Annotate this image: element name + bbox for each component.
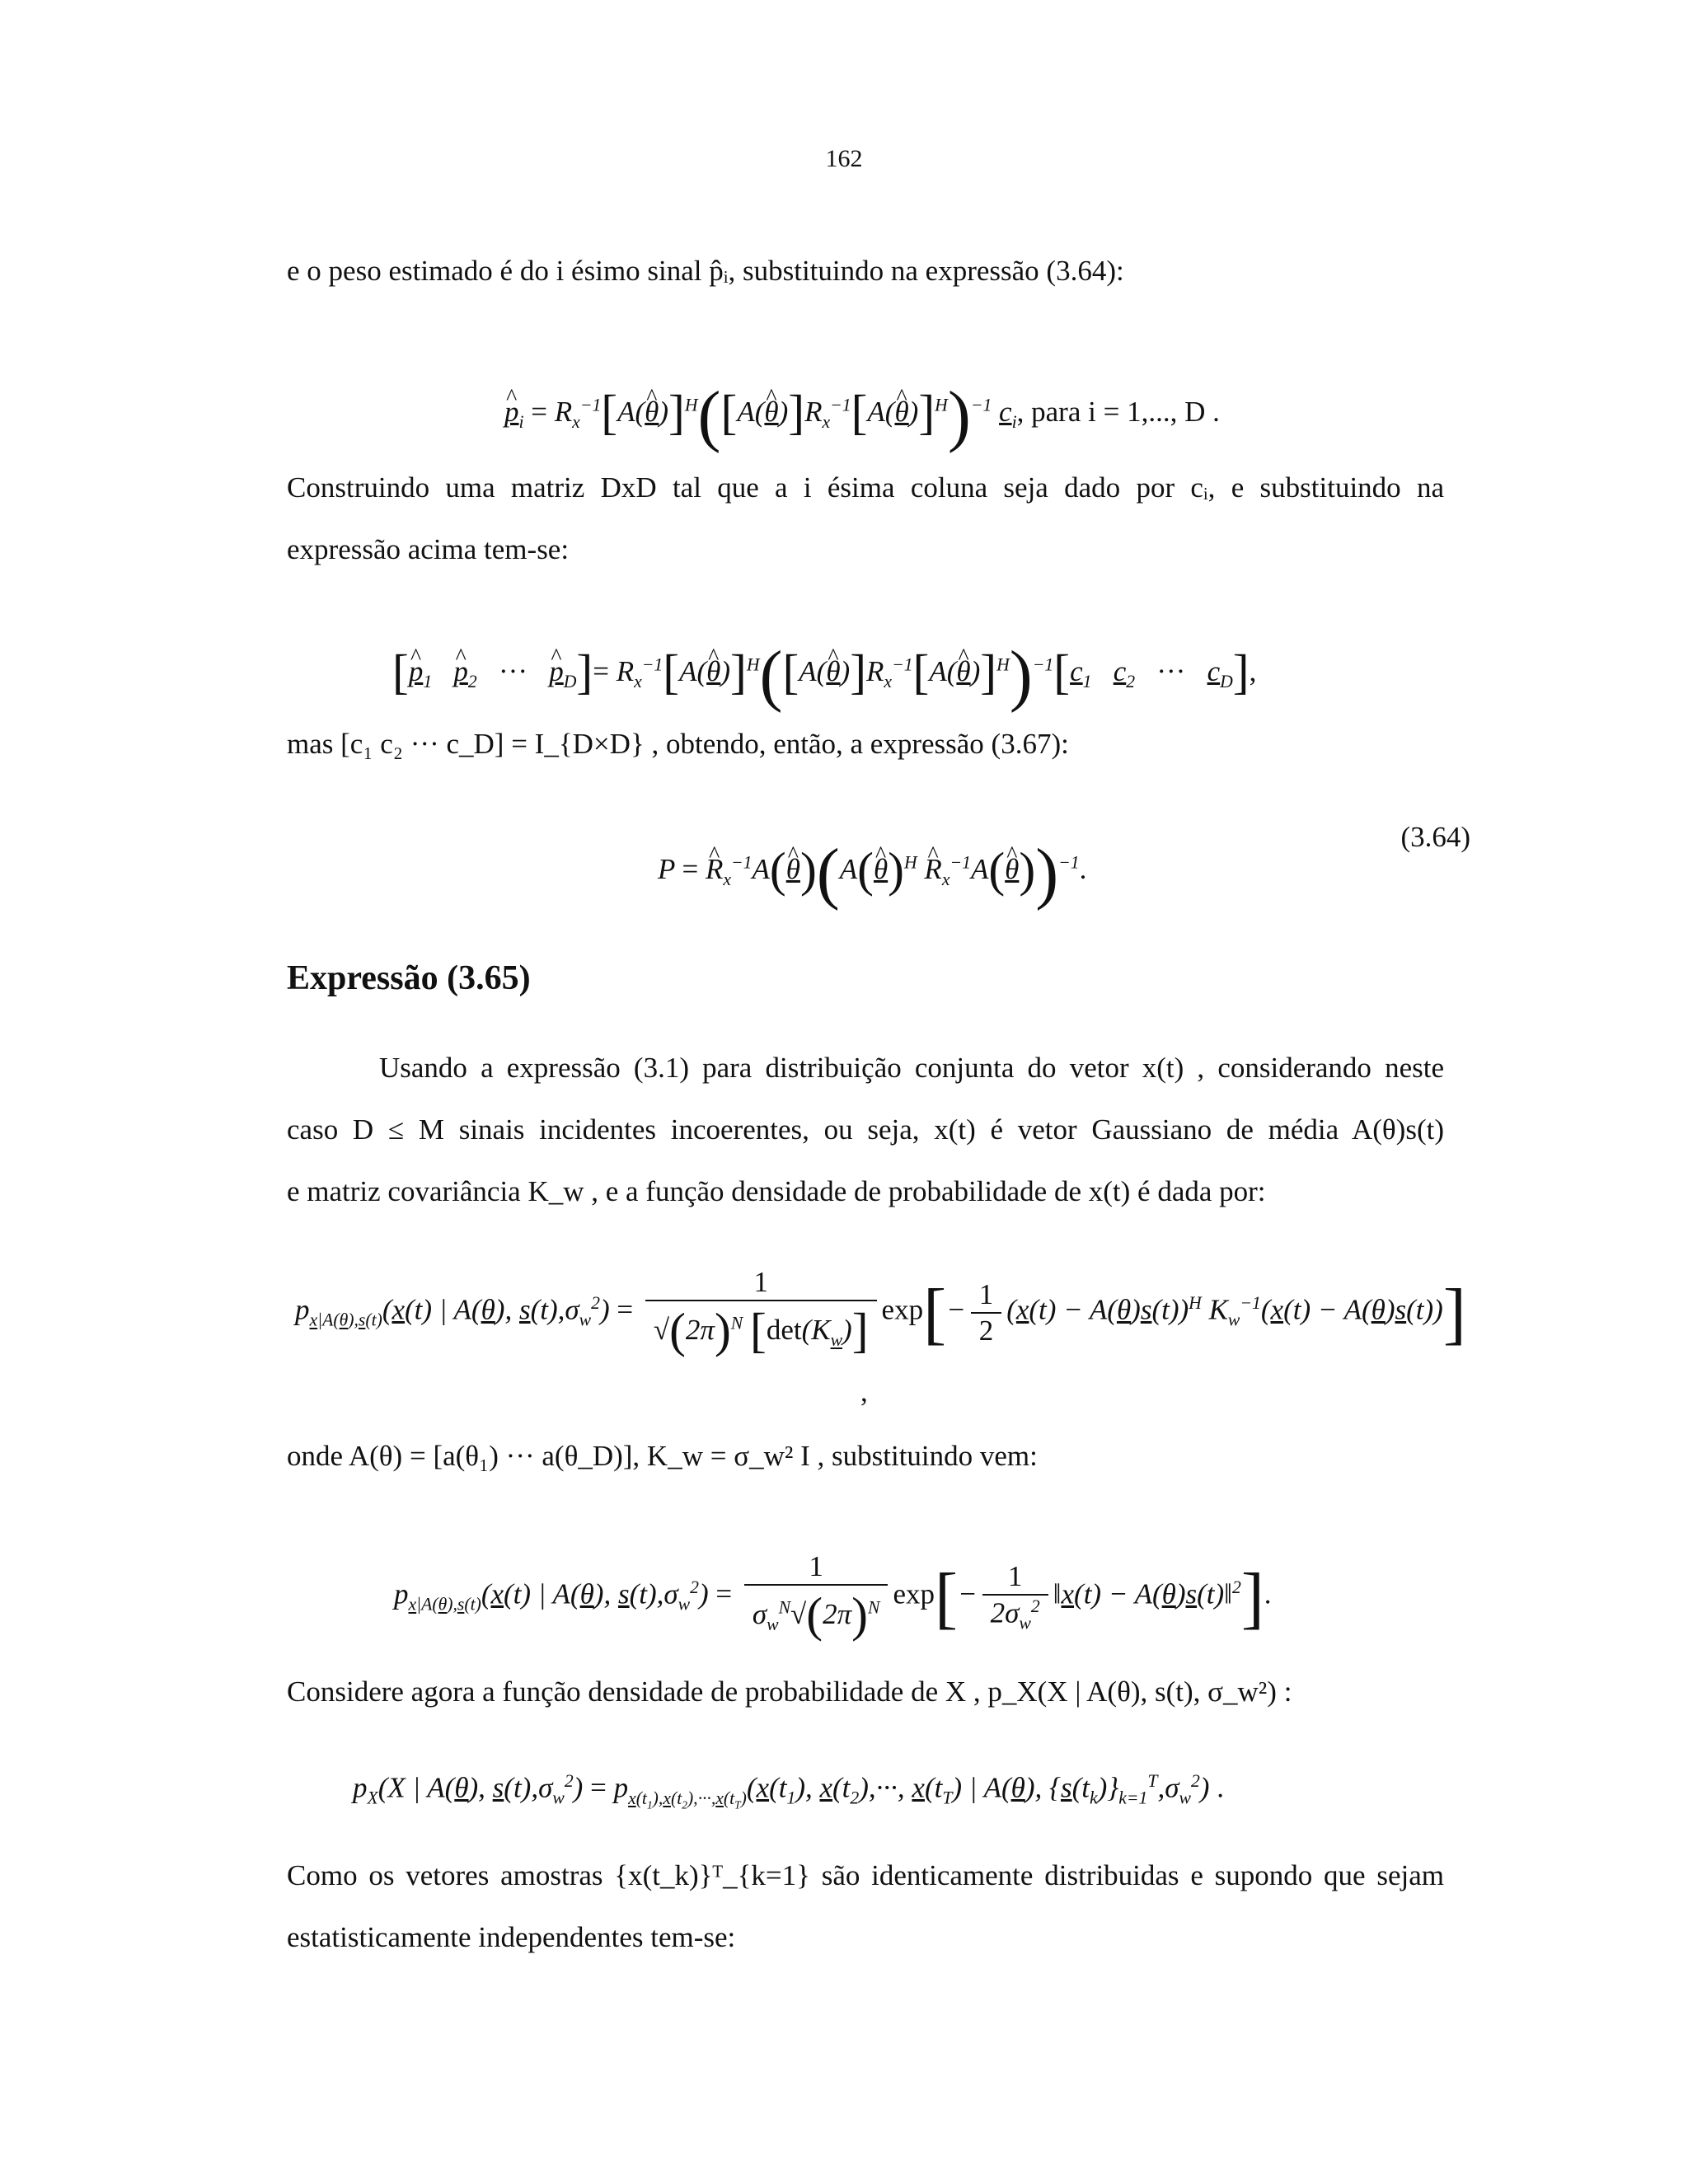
paragraph-samples-line1: Como os vetores amostras {x(t_k)}ᵀ_{k=1} são identicamente distribuidas e supondo que sejam — [287, 1859, 1444, 1891]
paragraph-intro — [287, 254, 1124, 288]
paragraph-substitution: onde A(θ) = [a(θ₁) ··· a(θ_D)], K_w = σ_w² I , substituindo vem: — [287, 1440, 1038, 1472]
paragraph-density-X: Considere agora a função densidade de probabilidade de X , p_X(X | A(θ), s(t), σ_w²) : — [287, 1675, 1292, 1708]
page-number: 162 — [825, 145, 863, 172]
equation-pdf-specific: $p_{x|A(\theta),s(t)}(x(t)$ | A(θ), $s(t),\sigma_w^2$) = $\frac{1}{\sigma_w^N√(2\pi)^N}$ exp[− $\frac{1}{2\sigma_w^2}$ ‖x(t) − A(θ)s(t)‖$^2$]. — [394, 1550, 1272, 1642]
equation-pdf-general-comma: , — [860, 1376, 868, 1408]
equation-pdf-general: $p_{x|A(\theta),s(t)}(x(t)$ | A(θ), $s(t),\sigma_w^2$) = $\frac{1}{√(2\pi)^N [\det(K_w)]}$ exp[− $\frac{1}{2}$ $(x(t) - A(\theta)s(t))^H$ $K_w^{-1}(x(t) - A(\theta)s(t))$] — [295, 1266, 1466, 1357]
paragraph-samples-line2: estatisticamente independentes tem-se: — [287, 1921, 736, 1953]
paragraph-matrix-line1: Construindo uma matriz DxD tal que a i ésima coluna seja dado por cᵢ, e substituindo na — [287, 471, 1444, 504]
paragraph-matrix-line2: expressão acima tem-se: — [287, 533, 570, 565]
equation-pi-tail: , para i = 1,..., D . — [1016, 396, 1220, 428]
paragraph-gaussian-line1: Usando a expressão (3.1) para distribuição conjunta do vetor x(t) , considerando neste — [379, 1052, 1444, 1084]
equation-p-matrix: [p $\^{}_1$ p $\^{}_2$ ··· p $\^{}_D]= R_x^{-1}[A(\theta$ ^)]$^H$([A(θ $\^{})]R_x^{-1}[A(\theta$ $\^{})]^H)^{-1}[c_1$ $c_2$ ··· $c_D$], — [392, 635, 1256, 718]
section-heading: Expressão (3.65) — [287, 959, 531, 997]
paragraph-identity: mas [c₁ c₂ ··· c_D] = I_{D×D} , obtendo, então, a expressão (3.67): — [287, 728, 1069, 760]
equation-pi: p $\^{}_i = R_x^{-1}[A(\theta$ ^)]$^H$([A(θ $\^{})]R_x^{-1}[A(\theta$ ^)]$^H$)$^{-1}$ $c_i$, para i = 1,..., D . — [504, 375, 1220, 458]
equation-number: (3.64) — [1400, 821, 1470, 853]
equation-P: P = R $\^{}_x^{-1}A(\theta$ ^)(A(θ ^)$^H$ R $\^{}_x^{-1}A(\theta$ ^))$^{-1}$. — [658, 832, 1086, 916]
paragraph-gaussian-line3: e matriz covariância K_w , e a função densidade de probabilidade de x(t) é dada por: — [287, 1175, 1266, 1207]
paragraph-gaussian-line2: caso D ≤ M sinais incidentes incoerentes, ou seja, x(t) é vetor Gaussiano de média A(θ)s(t) — [287, 1113, 1444, 1146]
equation-joint: $p_X(X$ | A(θ), $s(t),\sigma_w^2) = p_{x(t_1),x(t_2),\cdot\cdot\cdot,x(t_T)}(x(t_1)$, $x(t_2),\cdot\cdot\cdot$, $x(t_T)$ | A(θ), $\{s(t_k)\}_{k=1}^T,\sigma_w^2$) . — [353, 1771, 1224, 1811]
paragraph-intro-text: e o peso estimado é do i ésimo sinal p̂ᵢ, substituindo na expressão (3.64): — [287, 255, 1124, 287]
